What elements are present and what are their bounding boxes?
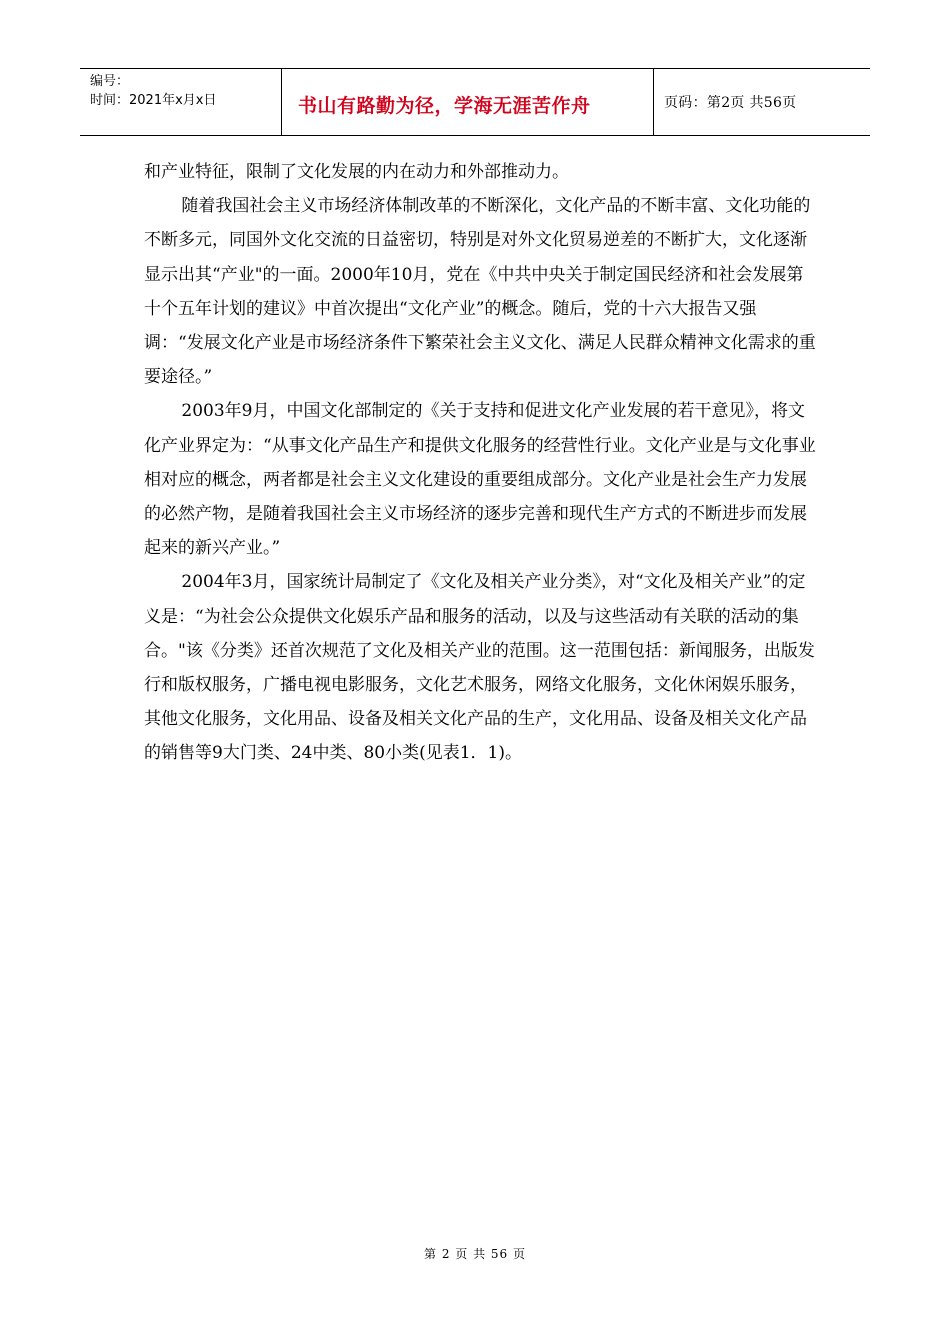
page-footer: 第 2 页 共 56 页 — [424, 1247, 526, 1261]
header-meta — [80, 69, 282, 135]
paragraph-continuation: 和产业特征，限制了文化发展的内在动力和外部推动力。 — [144, 162, 569, 182]
time-label: 时间：2021年x月x日 — [90, 93, 217, 108]
paragraph: 2003年9月，中国文化部制定的《关于支持和促进文化产业发展的若干意见》，将文化产业界定为：“从事文化产品生产和提供文化服务的经营性行业。文化产业是与文化事业相对应的概念，两者都是社会主义文化建设的重要组成部分。文化产业是社会生产力发展的必然产物，是随着我国社会主义市场经济的逐步完善和现代生产方式的不断进步而发展起来的新兴产业。” — [144, 401, 816, 559]
document-header — [80, 68, 870, 136]
header-motto: 书山有路勤为径，学海无涯苦作舟 — [282, 69, 654, 135]
paragraph: 随着我国社会主义市场经济体制改革的不断深化，文化产品的不断丰富、文化功能的不断多元，同国外文化交流的日益密切，特别是对外文化贸易逆差的不断扩大，文化逐渐显示出其“产业"的一面。2000年10月，党在《中共中央关于制定国民经济和社会发展第十个五年计划的建议》中首次提出“文化产业”的概念。随后，党的十六大报告又强调：“发展文化产业是市场经济条件下繁荣社会主义文化、满足人民群众精神文化需求的重要途径。” — [144, 196, 816, 388]
document-body — [144, 155, 816, 771]
header-page-info: 页码：第2页 共56页 — [664, 95, 797, 111]
serial-label: 编号： — [90, 74, 130, 89]
paragraph: 2004年3月，国家统计局制定了《文化及相关产业分类》，对“文化及相关产业”的定义是：“为社会公众提供文化娱乐产品和服务的活动，以及与这些活动有关联的活动的集合。"该《分类》还首次规范了文化及相关产业的范围。这一范围包括：新闻服务，出版发行和版权服务，广播电视电影服务，文化艺术服务，网络文化服务，文化休闲娱乐服务，其他文化服务，文化用品、设备及相关文化产品的生产，文化用品、设备及相关文化产品的销售等9大门类、24中类、80小类(见表1．1)。 — [144, 572, 815, 764]
